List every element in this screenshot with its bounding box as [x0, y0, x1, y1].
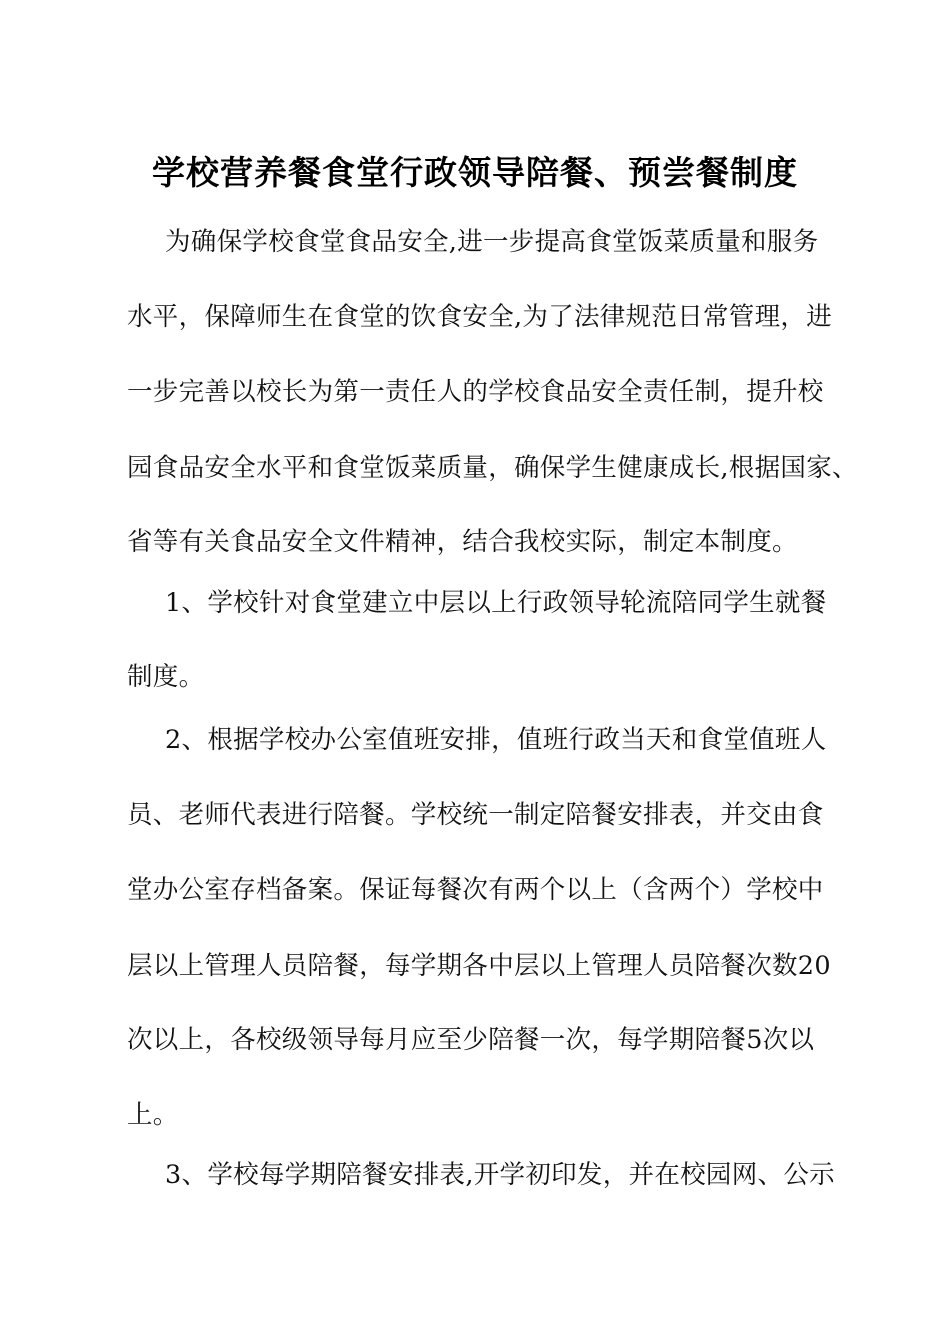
paragraph-line: 堂办公室存档备案。保证每餐次有两个以上（含两个）学校中: [127, 875, 824, 905]
paragraph-line: 制度。: [127, 662, 205, 692]
paragraph-line: 水平，保障师生在食堂的饮食安全,为了法律规范日常管理，进: [127, 302, 833, 332]
paragraph-line: 层以上管理人员陪餐，每学期各中层以上管理人员陪餐次数20: [127, 951, 831, 981]
paragraph-line: 1、学校针对食堂建立中层以上行政领导轮流陪同学生就餐: [165, 588, 827, 618]
paragraph-line: 园食品安全水平和食堂饭菜质量，确保学生健康成长,根据国家、: [127, 453, 858, 483]
paragraph-line: 次以上，各校级领导每月应至少陪餐一次，每学期陪餐5次以: [127, 1025, 815, 1055]
paragraph-line: 上。: [127, 1100, 179, 1130]
paragraph-line: 2、根据学校办公室值班安排，值班行政当天和食堂值班人: [165, 725, 827, 755]
paragraph-line: 3、学校每学期陪餐安排表,开学初印发，并在校园网、公示: [165, 1160, 835, 1190]
paragraph-line: 为确保学校食堂食品安全,进一步提高食堂饭菜质量和服务: [165, 227, 819, 257]
paragraph-line: 员、老师代表进行陪餐。学校统一制定陪餐安排表，并交由食: [127, 800, 824, 830]
paragraph-line: 一步完善以校长为第一责任人的学校食品安全责任制，提升校: [127, 377, 824, 407]
paragraph-line: 省等有关食品安全文件精神，结合我校实际，制定本制度。: [127, 527, 798, 557]
document-title: 学校营养餐食堂行政领导陪餐、预尝餐制度: [152, 153, 798, 192]
